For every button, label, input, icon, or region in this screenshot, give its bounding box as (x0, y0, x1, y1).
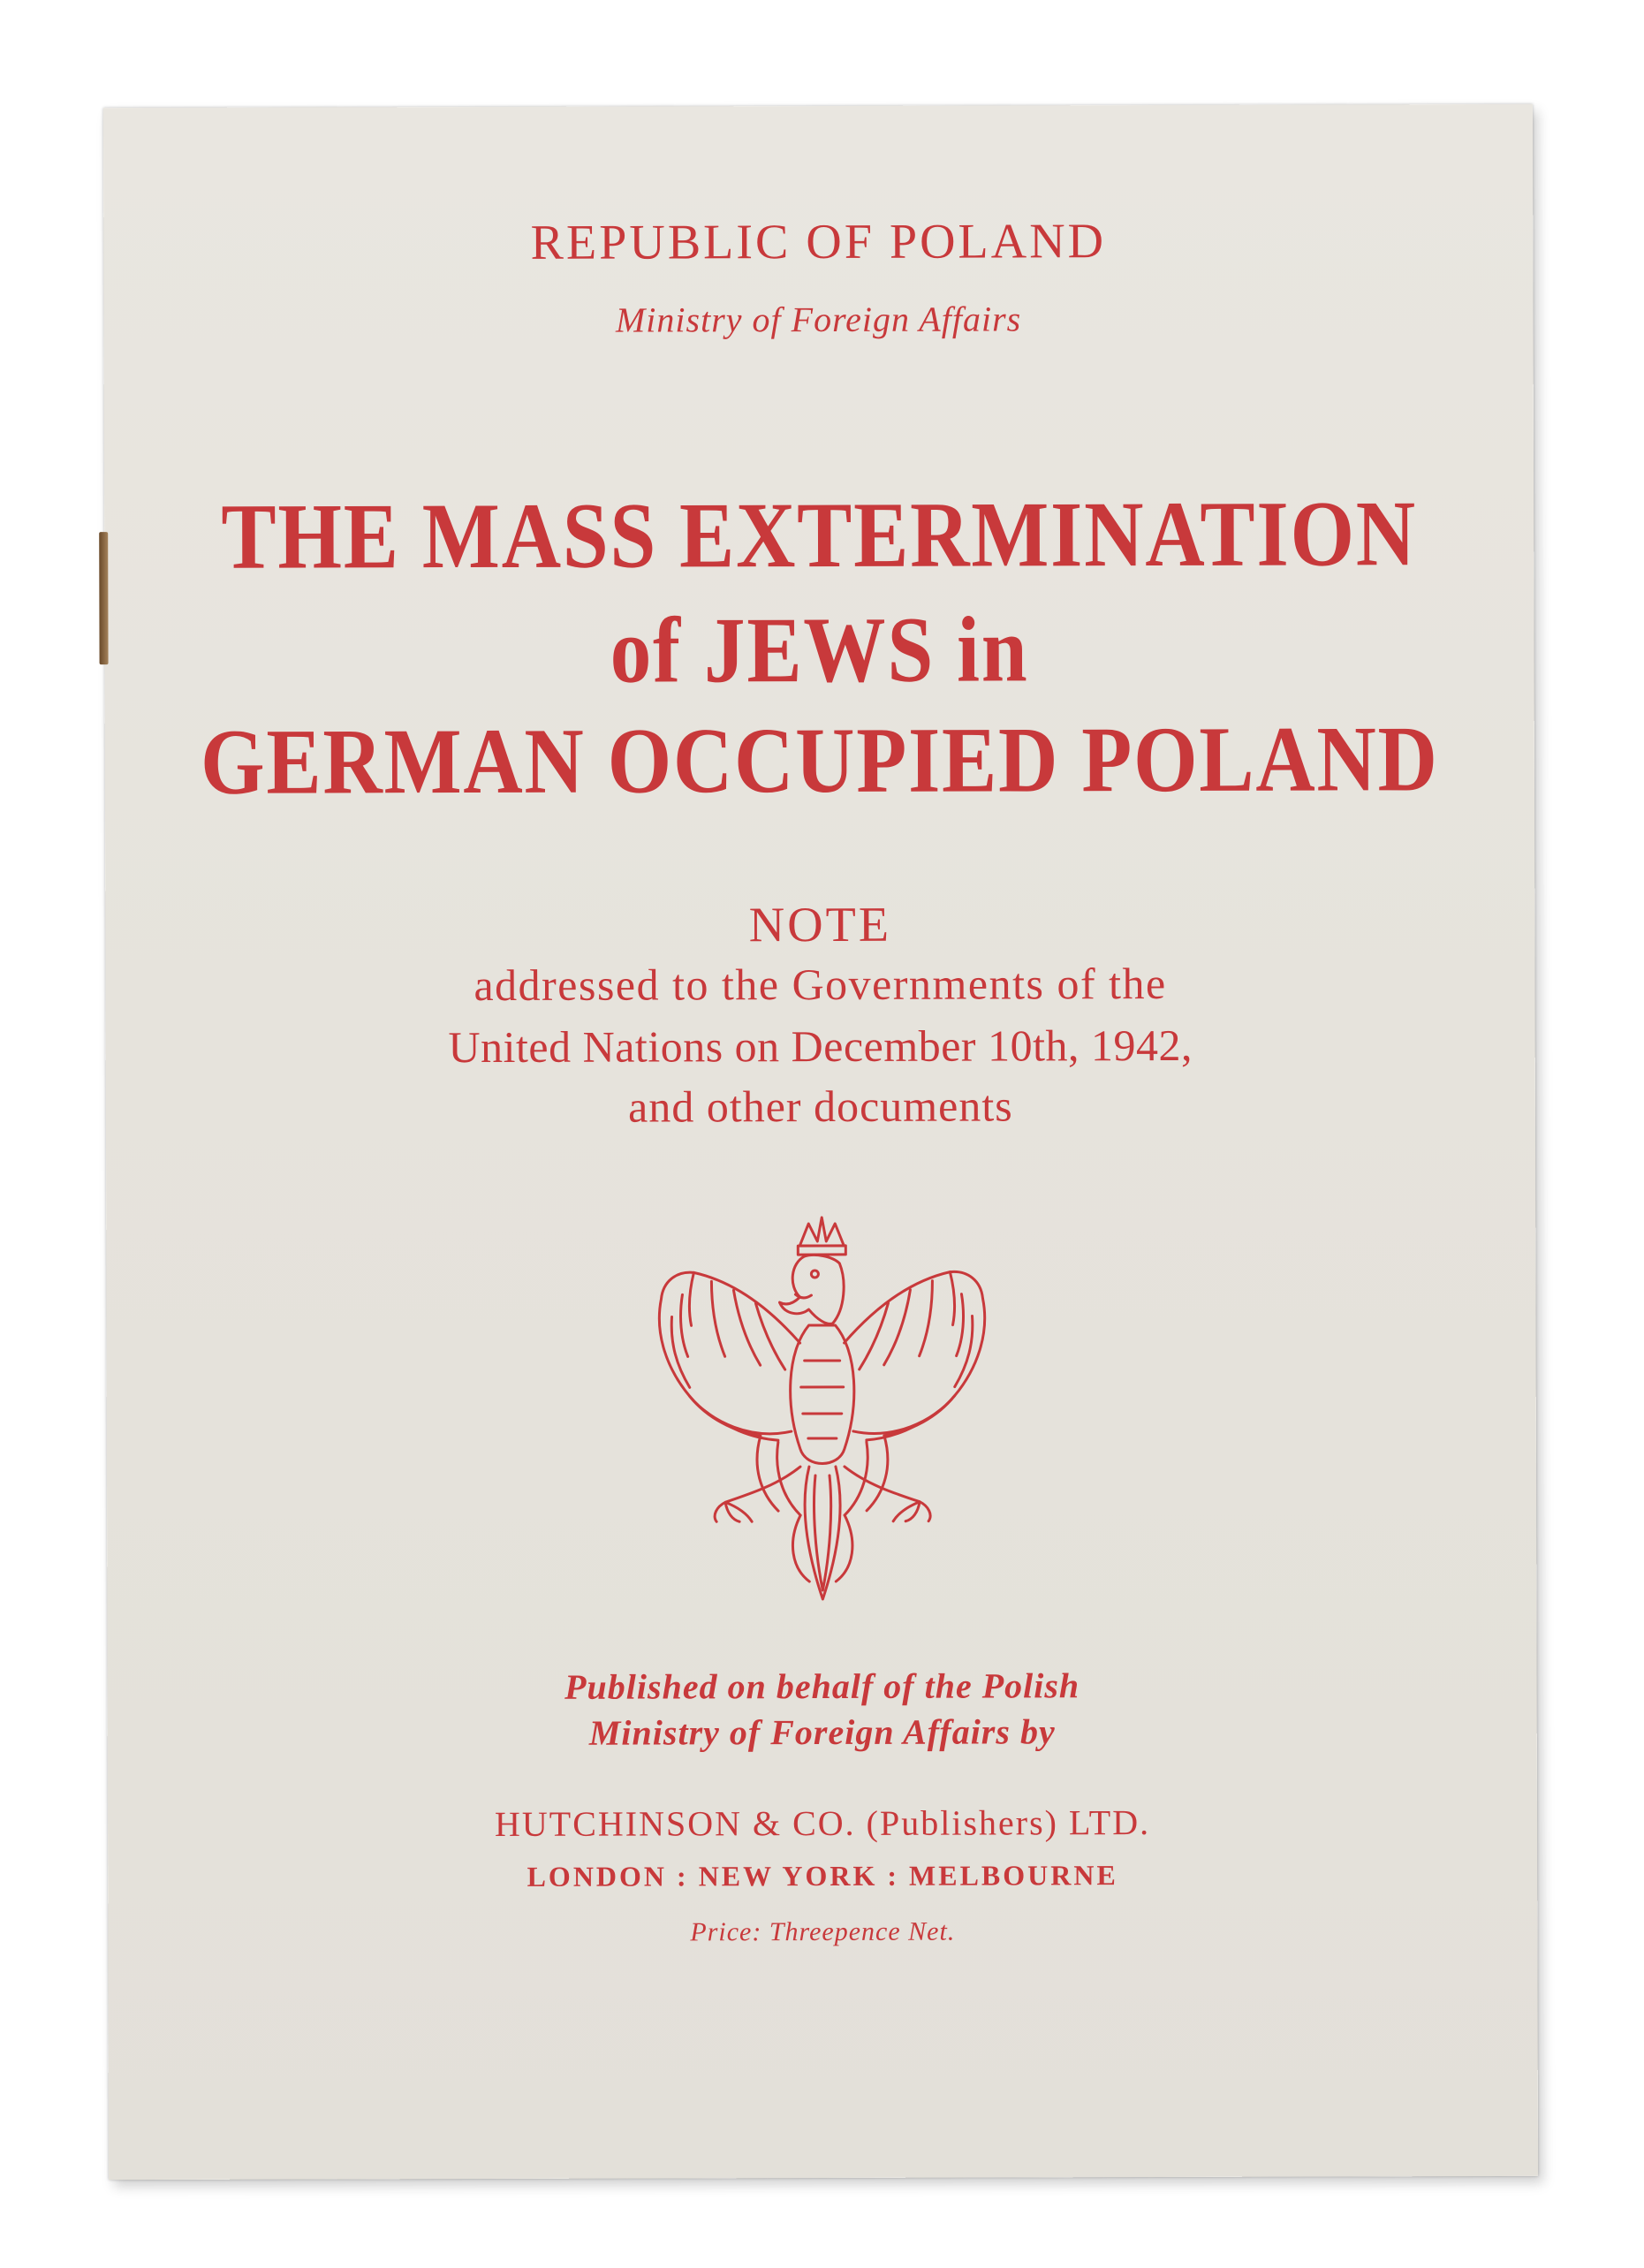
title-line-1: THE MASS EXTERMINATION (221, 482, 1418, 588)
pamphlet-cover (103, 104, 1538, 2180)
price-label: Price: Threepence Net. (690, 1916, 956, 1947)
publisher-cities: LONDON : NEW YORK : MELBOURNE (527, 1859, 1118, 1893)
publication-line-2: Ministry of Foreign Affairs by (588, 1711, 1056, 1753)
header-country: REPUBLIC OF POLAND (530, 214, 1107, 270)
note-line-3: and other documents (628, 1081, 1013, 1132)
header-ministry: Ministry of Foreign Affairs (615, 299, 1022, 340)
note-heading: NOTE (748, 897, 892, 953)
polish-eagle-icon (627, 1210, 1017, 1635)
note-line-2: United Nations on December 10th, 1942, (448, 1020, 1193, 1073)
publisher-name: HUTCHINSON & CO. (Publishers) LTD. (494, 1802, 1151, 1844)
title-line-2: of JEWS in (610, 597, 1029, 702)
publication-line-1: Published on behalf of the Polish (564, 1665, 1080, 1707)
note-line-1: addressed to the Governments of the (474, 958, 1167, 1011)
title-line-3: GERMAN OCCUPIED POLAND (200, 707, 1439, 814)
binding-edge (99, 532, 108, 664)
